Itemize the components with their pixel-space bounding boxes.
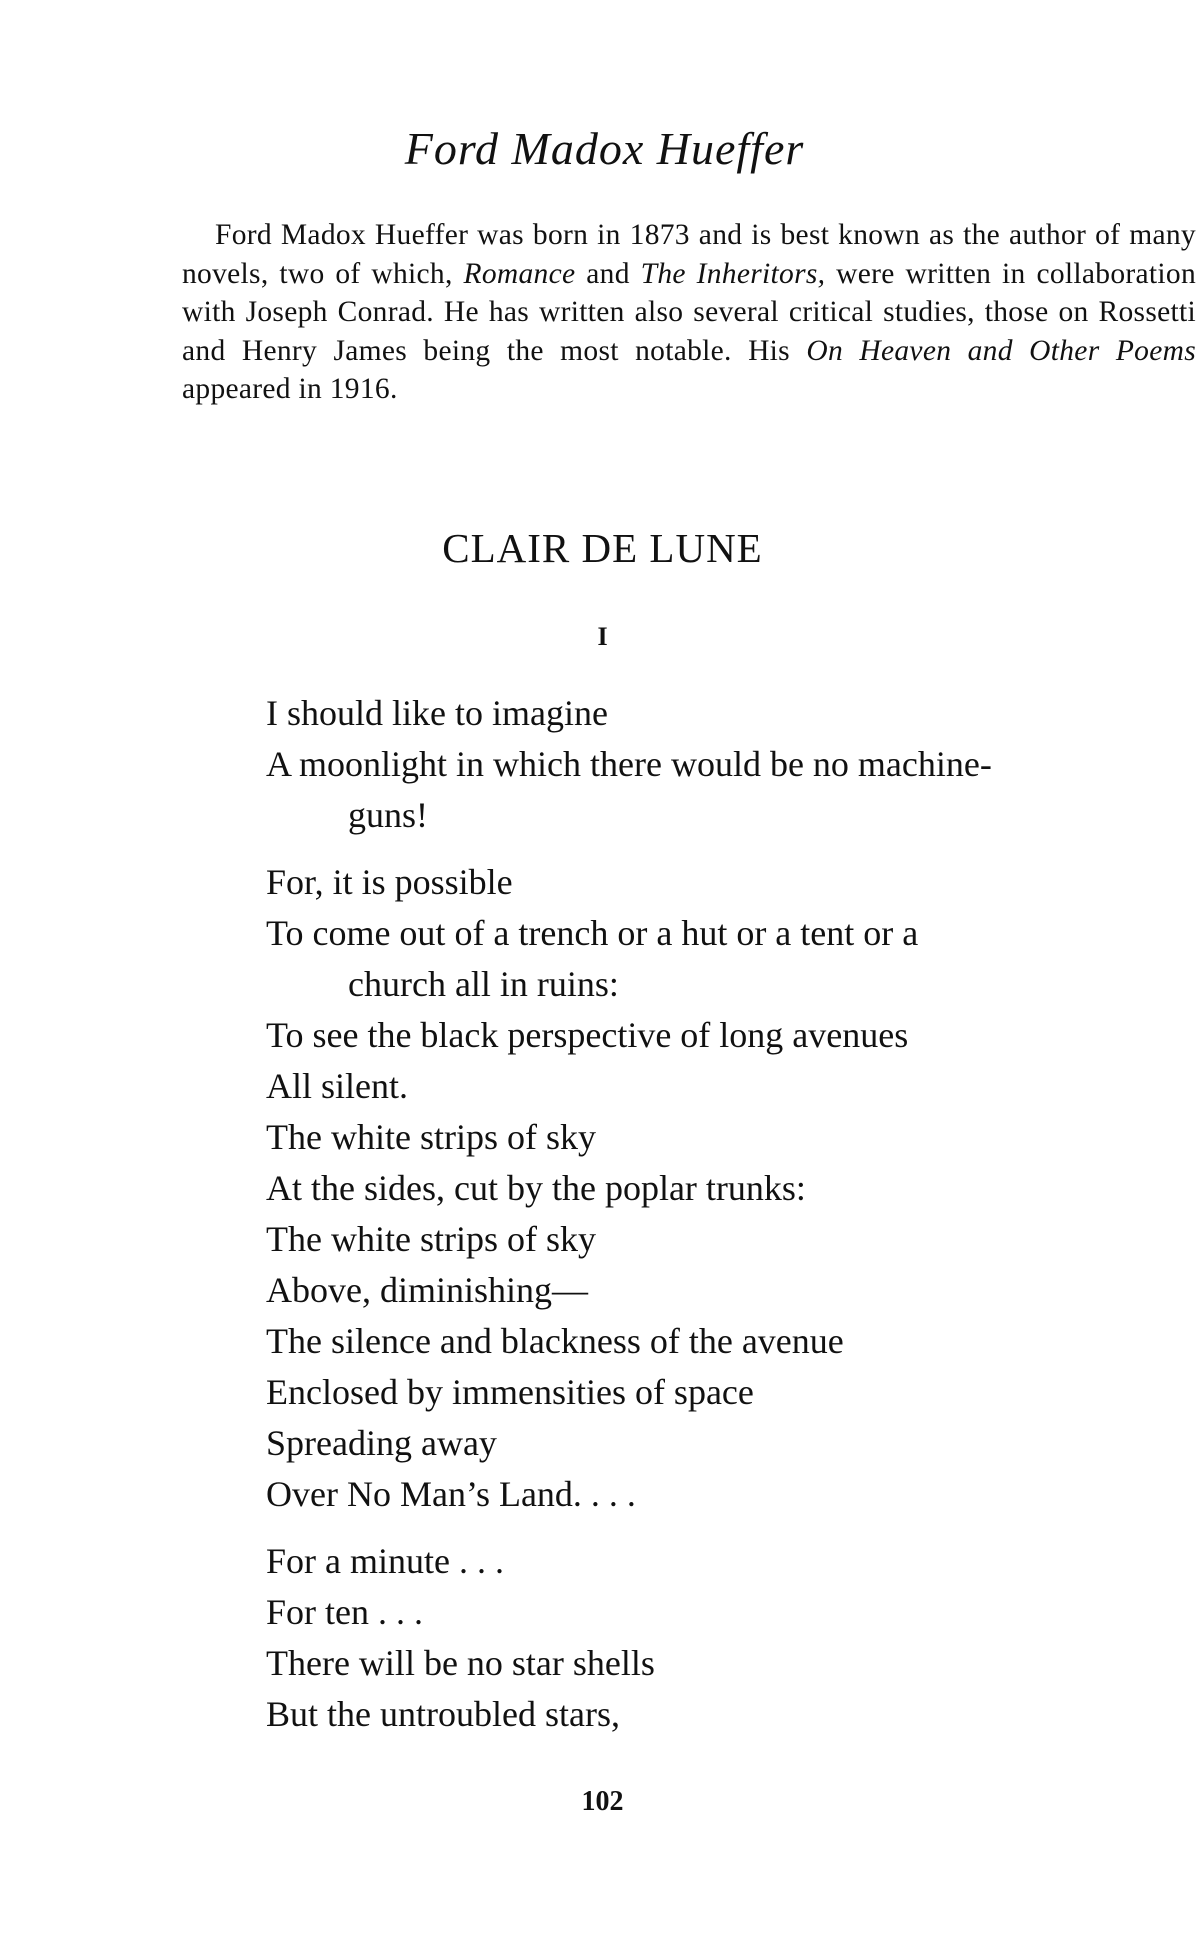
poem-line: There will be no star shells — [266, 1643, 655, 1683]
poem-line-continuation: church all in ruins: — [348, 964, 619, 1004]
bio-text-1: Ford Madox Hueffer was born in 1873 and is best known as the author of many novels, two of which, — [182, 219, 1196, 290]
stanza-3 — [266, 1536, 1146, 1740]
stanza-2 — [266, 857, 1146, 1520]
poem-line: A moonlight in which there would be no machine- — [266, 744, 992, 784]
poem-line: All silent. — [266, 1066, 408, 1106]
poem-line: Over No Man’s Land. . . . — [266, 1474, 636, 1514]
poem-line: Spreading away — [266, 1423, 497, 1463]
page-number: 102 — [581, 1786, 624, 1817]
poem-line: To see the black perspective of long avenues — [266, 1015, 909, 1055]
bio-text-4: appeared in 1916. — [182, 373, 398, 406]
poem-line: The white strips of sky — [266, 1117, 596, 1157]
author-heading: Ford Madox Hueffer — [404, 123, 805, 174]
poem-line: The silence and blackness of the avenue — [266, 1321, 844, 1361]
author-biography — [182, 216, 1196, 409]
poem-line: At the sides, cut by the poplar trunks: — [266, 1168, 806, 1208]
poem-line: The white strips of sky — [266, 1219, 596, 1259]
bio-title-heaven: On Heaven and Other Poems — [806, 334, 1196, 367]
section-numeral: I — [597, 622, 608, 651]
poem-line: Enclosed by immensities of space — [266, 1372, 754, 1412]
poem-line: But the untroubled stars, — [266, 1694, 620, 1734]
poem-line: For ten . . . — [266, 1592, 423, 1632]
poem-line: Above, diminishing— — [266, 1270, 588, 1310]
poem-title: CLAIR DE LUNE — [442, 525, 763, 571]
stanza-1 — [266, 688, 1146, 841]
bio-title-inheritors: The Inheritors, — [640, 257, 826, 290]
poem-line: For, it is possible — [266, 862, 513, 902]
poem-line-continuation: guns! — [348, 795, 428, 835]
poem-line: To come out of a trench or a hut or a tent or a — [266, 913, 919, 953]
poem-line: I should like to imagine — [266, 693, 608, 733]
bio-text-2: and — [575, 257, 641, 290]
bio-text-3: were written in collaboration with Joseph Conrad. He has written also several critical studies, those on Rossetti and Henry James being the most notable. His — [182, 257, 1197, 367]
poem-body — [266, 688, 1146, 1740]
poem-line: For a minute . . . — [266, 1541, 504, 1581]
bio-title-romance: Romance — [463, 257, 576, 290]
